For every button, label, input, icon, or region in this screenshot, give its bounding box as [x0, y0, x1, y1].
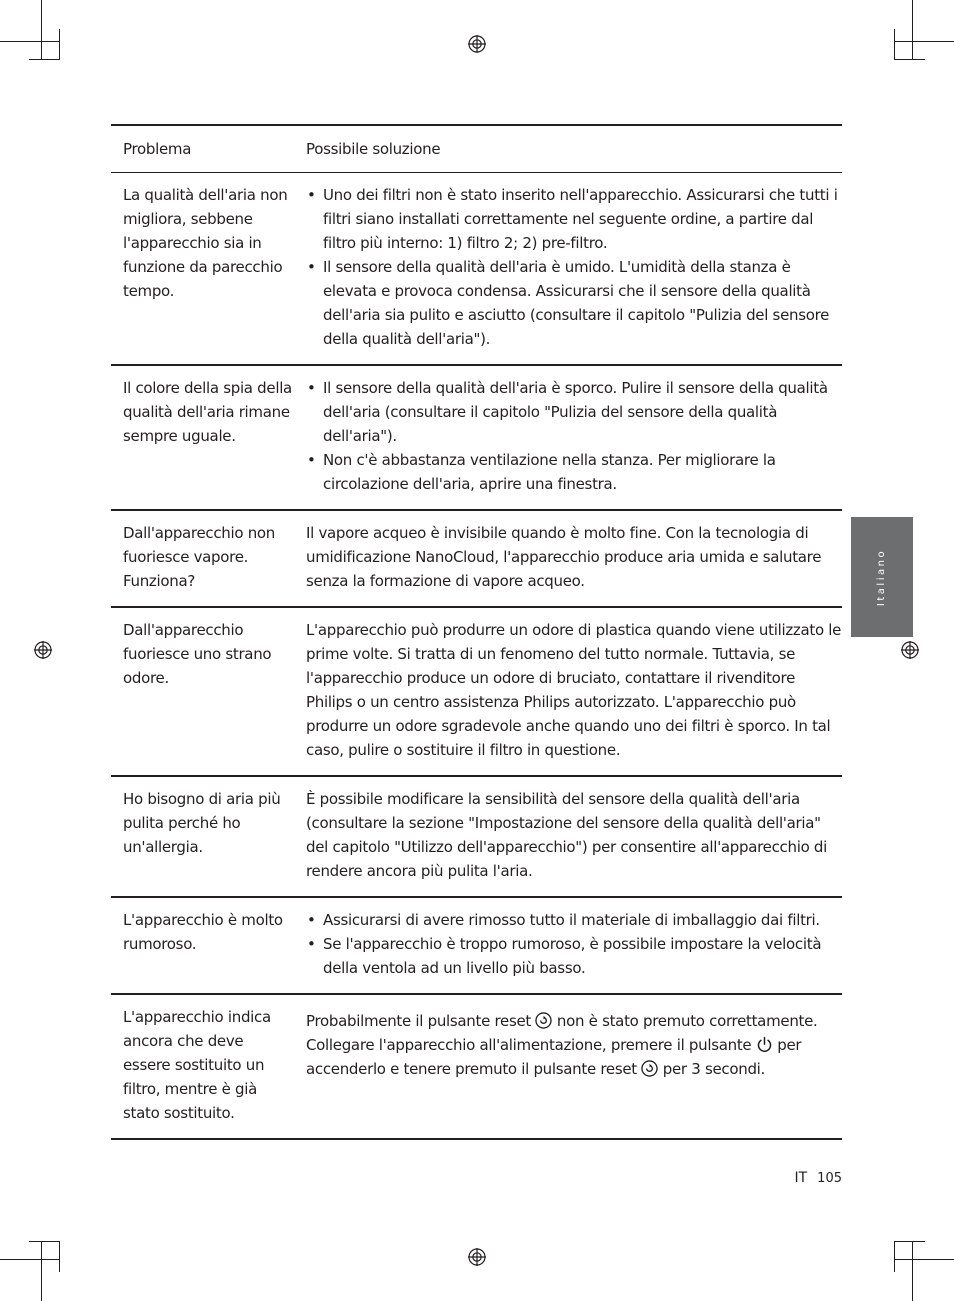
solution-cell — [295, 995, 842, 1138]
solution-item: • Uno dei filtri non è stato inserito nell'apparecchio. Assicurarsi che tutti i filtri siano installati correttamente nel seguente ordine, a partire dal filtro più interno: 1) filtro 2; 2) pre-filtro. — [306, 183, 842, 255]
header-problem: Problema — [123, 140, 192, 158]
crop-mark — [912, 0, 913, 60]
reset-icon — [535, 1012, 552, 1029]
crop-mark — [59, 29, 60, 60]
table-row — [111, 511, 842, 608]
solution-text-part: per accenderlo e tenere premuto il pulsante reset — [306, 1036, 802, 1078]
solution-cell — [295, 173, 842, 364]
solution-list — [306, 376, 842, 496]
problem-cell: Ho bisogno di aria più pulita perché ho un'allergia. — [123, 790, 281, 856]
crop-mark — [29, 59, 60, 60]
crop-mark — [41, 0, 42, 60]
crop-mark — [894, 29, 895, 60]
table-row — [111, 898, 842, 995]
solution-item: • Non c'è abbastanza ventilazione nella stanza. Per migliorare la circolazione dell'aria, aprire una finestra. — [306, 448, 842, 496]
crop-mark — [894, 1259, 954, 1260]
crop-mark — [0, 1259, 60, 1260]
solution-item: • Assicurarsi di avere rimosso tutto il materiale di imballaggio dai filtri. — [306, 908, 842, 932]
page-footer — [794, 1170, 842, 1186]
problem-cell: L'apparecchio indica ancora che deve essere sostituito un filtro, mentre è già stato sostituito. — [123, 1008, 271, 1122]
problem-cell: Il colore della spia della qualità dell'aria rimane sempre uguale. — [123, 379, 292, 445]
footer-language-code: IT — [794, 1170, 808, 1186]
table-row — [111, 608, 842, 777]
solution-item: • Il sensore della qualità dell'aria è sporco. Pulire il sensore della qualità dell'aria (consultare il capitolo "Pulizia del sensore della qualità dell'aria"). — [306, 376, 842, 448]
crop-mark — [41, 1241, 42, 1301]
solution-item: • Il sensore della qualità dell'aria è umido. L'umidità della stanza è elevata e provoca condensa. Assicurarsi che il sensore della qualità dell'aria sia pulito e asciutto (consultare il capitolo "Pulizia del sensore della qualità dell'aria"). — [306, 255, 842, 351]
table-row — [111, 173, 842, 366]
crop-mark — [894, 1241, 895, 1272]
problem-cell: La qualità dell'aria non migliora, sebbene l'apparecchio sia in funzione da parecchio tempo. — [123, 186, 288, 300]
header-solution: Possibile soluzione — [306, 140, 441, 158]
registration-mark-icon — [901, 641, 919, 659]
solution-cell — [295, 366, 842, 509]
crop-mark — [894, 1241, 925, 1242]
power-icon — [756, 1036, 773, 1053]
reset-icon — [641, 1060, 658, 1077]
crop-mark — [894, 41, 954, 42]
problem-cell: Dall'apparecchio non fuoriesce vapore. Funziona? — [123, 524, 275, 590]
troubleshooting-table — [111, 124, 842, 1140]
table-row — [111, 995, 842, 1140]
solution-text-part: Probabilmente il pulsante reset — [306, 1012, 536, 1030]
page-number: 105 — [817, 1171, 842, 1186]
registration-mark-icon — [468, 1248, 486, 1266]
solution-cell: È possibile modificare la sensibilità del sensore della qualità dell'aria (consultare la sezione "Impostazione del sensore della qualità dell'aria" del capitolo "Utilizzo dell'apparecchio") per consentire all'apparecchio di rendere ancora più pulita l'aria. — [306, 790, 828, 880]
solution-item: • Se l'apparecchio è troppo rumoroso, è possibile impostare la velocità della ventola ad un livello più basso. — [306, 932, 842, 980]
crop-mark — [59, 1241, 60, 1272]
crop-mark — [894, 59, 925, 60]
table-header-row — [111, 126, 842, 173]
solution-text-part: non è stato premuto correttamente. Collegare l'apparecchio all'alimentazione, premere il pulsante — [306, 1012, 818, 1054]
registration-mark-icon — [34, 641, 52, 659]
solution-list — [306, 908, 842, 980]
solution-cell: Il vapore acqueo è invisibile quando è molto fine. Con la tecnologia di umidificazione NanoCloud, l'apparecchio produce aria umida e salutare senza la formazione di vapore acqueo. — [306, 524, 822, 590]
solution-cell: L'apparecchio può produrre un odore di plastica quando viene utilizzato le prime volte. Si tratta di un fenomeno del tutto normale. Tuttavia, se l'apparecchio produce un odore di bruciato, contattare il rivenditore Philips o un centro assistenza Philips autorizzato. L'apparecchio può produrre un odore sgradevole anche quando uno dei filtri è sporco. In tal caso, pulire o sostituire il filtro in questione. — [306, 621, 842, 759]
solution-list — [306, 183, 842, 351]
problem-cell: L'apparecchio è molto rumoroso. — [123, 911, 283, 953]
registration-mark-icon — [468, 35, 486, 53]
crop-mark — [0, 41, 60, 42]
crop-mark — [912, 1241, 913, 1301]
table-row — [111, 366, 842, 511]
solution-text-part: per 3 secondi. — [658, 1060, 766, 1078]
problem-cell: Dall'apparecchio fuoriesce uno strano odore. — [123, 621, 272, 687]
crop-mark — [29, 1241, 60, 1242]
table-row — [111, 777, 842, 898]
language-side-tab-label: Italiano — [876, 548, 888, 606]
language-side-tab-label-wrap — [851, 517, 913, 637]
solution-cell — [295, 898, 842, 993]
